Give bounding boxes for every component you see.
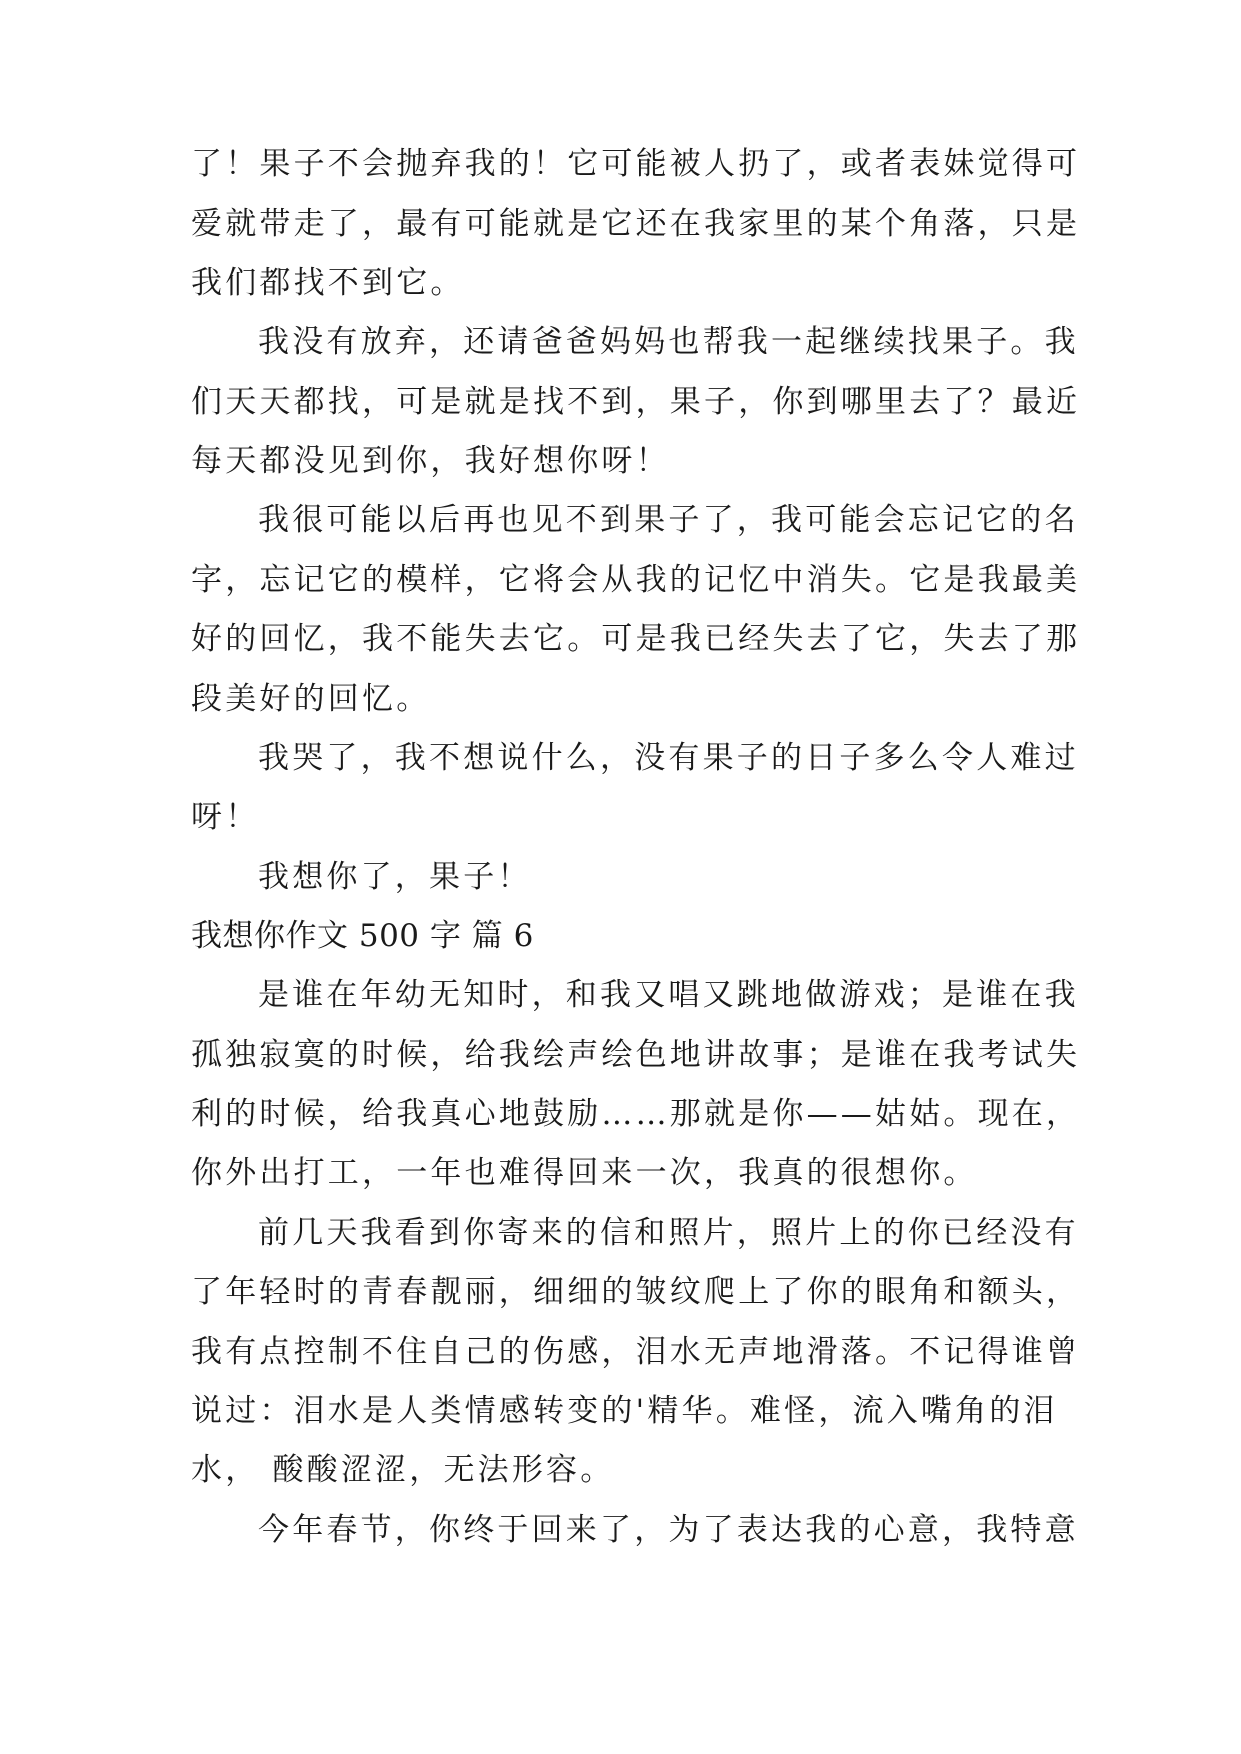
text-line: 了年轻时的青春靓丽，细细的皱纹爬上了你的眼角和额头， (191, 1274, 1081, 1310)
text-line: 好的回忆，我不能失去它。可是我已经失去了它，失去了那 (191, 621, 1081, 657)
text-line: 说过：泪水是人类情感转变的'精华。难怪，流入嘴角的泪 (191, 1393, 1058, 1429)
text-line: 我没有放弃，还请爸爸妈妈也帮我一起继续找果子。我 (258, 324, 1079, 360)
text-line: 我们都找不到它。 (191, 265, 465, 301)
text-line: 是谁在年幼无知时，和我又唱又跳地做游戏；是谁在我 (258, 977, 1079, 1013)
text-line: 孤独寂寞的时候，给我绘声绘色地讲故事；是谁在我考试失 (191, 1037, 1081, 1073)
section-heading: 我想你作文 500 字 篇 6 (191, 918, 534, 954)
text-line: 字，忘记它的模样，它将会从我的记忆中消失。它是我最美 (191, 562, 1081, 598)
text-line: 每天都没见到你，我好想你呀！ (191, 443, 670, 479)
text-line: 今年春节，你终于回来了，为了表达我的心意，我特意 (258, 1512, 1079, 1548)
text-line: 我很可能以后再也见不到果子了，我可能会忘记它的名 (258, 502, 1079, 538)
text-line: 我哭了，我不想说什么，没有果子的日子多么令人难过 (258, 740, 1079, 776)
text-line: 了！果子不会抛弃我的！它可能被人扔了，或者表妹觉得可 (191, 146, 1081, 182)
text-line: 呀！ (191, 799, 260, 835)
text-line: 利的时候，给我真心地鼓励……那就是你——姑姑。现在， (191, 1096, 1081, 1132)
text-line: 你外出打工，一年也难得回来一次，我真的很想你。 (191, 1155, 978, 1191)
text-line: 水， 酸酸涩涩，无法形容。 (191, 1452, 615, 1488)
text-line: 们天天都找，可是就是找不到，果子，你到哪里去了？最近 (191, 384, 1081, 420)
text-line: 段美好的回忆。 (191, 681, 431, 717)
text-line: 我想你了，果子！ (258, 859, 532, 895)
text-line: 前几天我看到你寄来的信和照片，照片上的你已经没有 (258, 1215, 1079, 1251)
text-line: 我有点控制不住自己的伤感，泪水无声地滑落。不记得谁曾 (191, 1334, 1081, 1370)
text-line: 爱就带走了，最有可能就是它还在我家里的某个角落，只是 (191, 206, 1081, 242)
